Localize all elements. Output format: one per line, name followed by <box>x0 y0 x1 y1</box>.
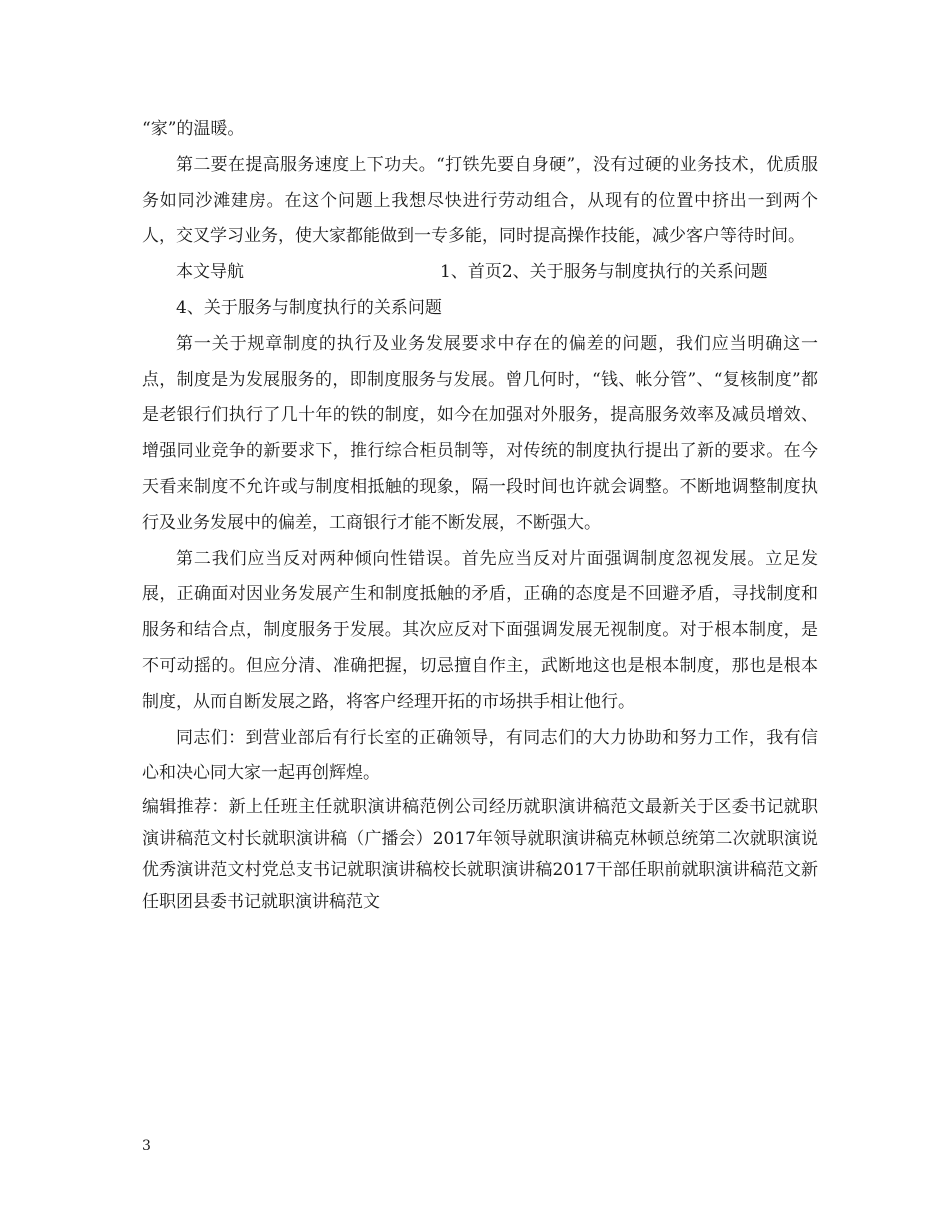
recommendation-link[interactable]: 克林顿总统第二次就职演说优秀演讲范文 <box>142 828 819 881</box>
article-navigation <box>142 255 818 291</box>
document-body <box>142 112 818 918</box>
paragraph-service-speed: 第二要在提高服务速度上下功夫。“打铁先要自身硬”，没有过硬的业务技术，优质服务如同沙滩建房。在这个问题上我想尽快进行劳动组合，从现有的位置中挤出一到两个人，交叉学习业务，使大家都能做到一专多能，同时提高操作技能，减少客户等待时间。 <box>142 154 818 247</box>
recommendation-link[interactable]: 2017干部任职前就职演讲稿范文 <box>552 860 802 881</box>
paragraph-continuation: “家”的温暖。 <box>142 119 245 139</box>
navigation-link-row-2 <box>142 291 818 327</box>
paragraph-regulations: 第一关于规章制度的执行及业务发展要求中存在的偏差的问题，我们应当明确这一点，制度是为发展服务的，即制度服务与发展。曾几何时，“钱、帐分管”、“复核制度”都是老银行们执行了几十年的铁的制度，如今在加强对外服务，提高服务效率及减员增效、增强同业竞争的新要求下，推行综合柜员制等，对传统的制度执行提出了新的要求。在今天看来制度不允许或与制度相抵触的现象，隔一段时间也许就会调整。不断地调整制度执行及业务发展中的偏差，工商银行才能不断发展，不断强大。 <box>142 333 818 533</box>
nav-link-section-2[interactable]: 2、关于服务与制度执行的关系问题 <box>501 262 768 283</box>
recommendation-link[interactable]: 校长就职演讲稿 <box>432 860 553 881</box>
paragraph-closing: 同志们：到营业部后有行长室的正确领导，有同志们的大力协助和努力工作，我有信心和决心同大家一起再创辉煌。 <box>142 727 818 784</box>
page-number: 3 <box>142 1138 151 1154</box>
recommendation-link[interactable]: 村党总支书记就职演讲稿 <box>244 860 433 881</box>
recommendation-link[interactable]: 2017年领导就职演讲稿 <box>432 828 613 849</box>
nav-link-section-4[interactable]: 4、关于服务与制度执行的关系问题 <box>176 297 442 318</box>
recommendations-label: 编辑推荐： <box>142 797 229 818</box>
navigation-links <box>440 255 768 291</box>
recommendation-link[interactable]: 公司经历就职演讲稿范文 <box>454 797 645 818</box>
recommendation-link[interactable]: 新上任班主任就职演讲稿范例 <box>228 797 455 818</box>
recommendation-link[interactable]: 村长就职演讲稿（广播会） <box>227 828 433 849</box>
paragraph-two-tendencies: 第二我们应当反对两种倾向性错误。首先应当反对片面强调制度忽视发展。立足发展，正确面对因业务发展产生和制度抵触的矛盾，正确的态度是不回避矛盾，寻找制度和服务和结合点，制度服务于发展。其次应反对下面强调发展无视制度。对于根本制度，是不可动摇的。但应分清、准确把握，切忌擅自作主，武断地这也是根本制度，那也是根本制度，从而自断发展之路，将客户经理开拓的市场拱手相让他行。 <box>142 548 818 712</box>
nav-link-home[interactable]: 1、首页 <box>440 262 502 283</box>
navigation-label: 本文导航 <box>176 262 244 283</box>
editor-recommendations <box>142 792 818 918</box>
recommendation-link[interactable]: 新任职团县委书记就职演讲稿范文 <box>142 860 819 912</box>
recommendation-link[interactable]: 最新关于区委书记就职演讲稿范文 <box>142 797 819 849</box>
